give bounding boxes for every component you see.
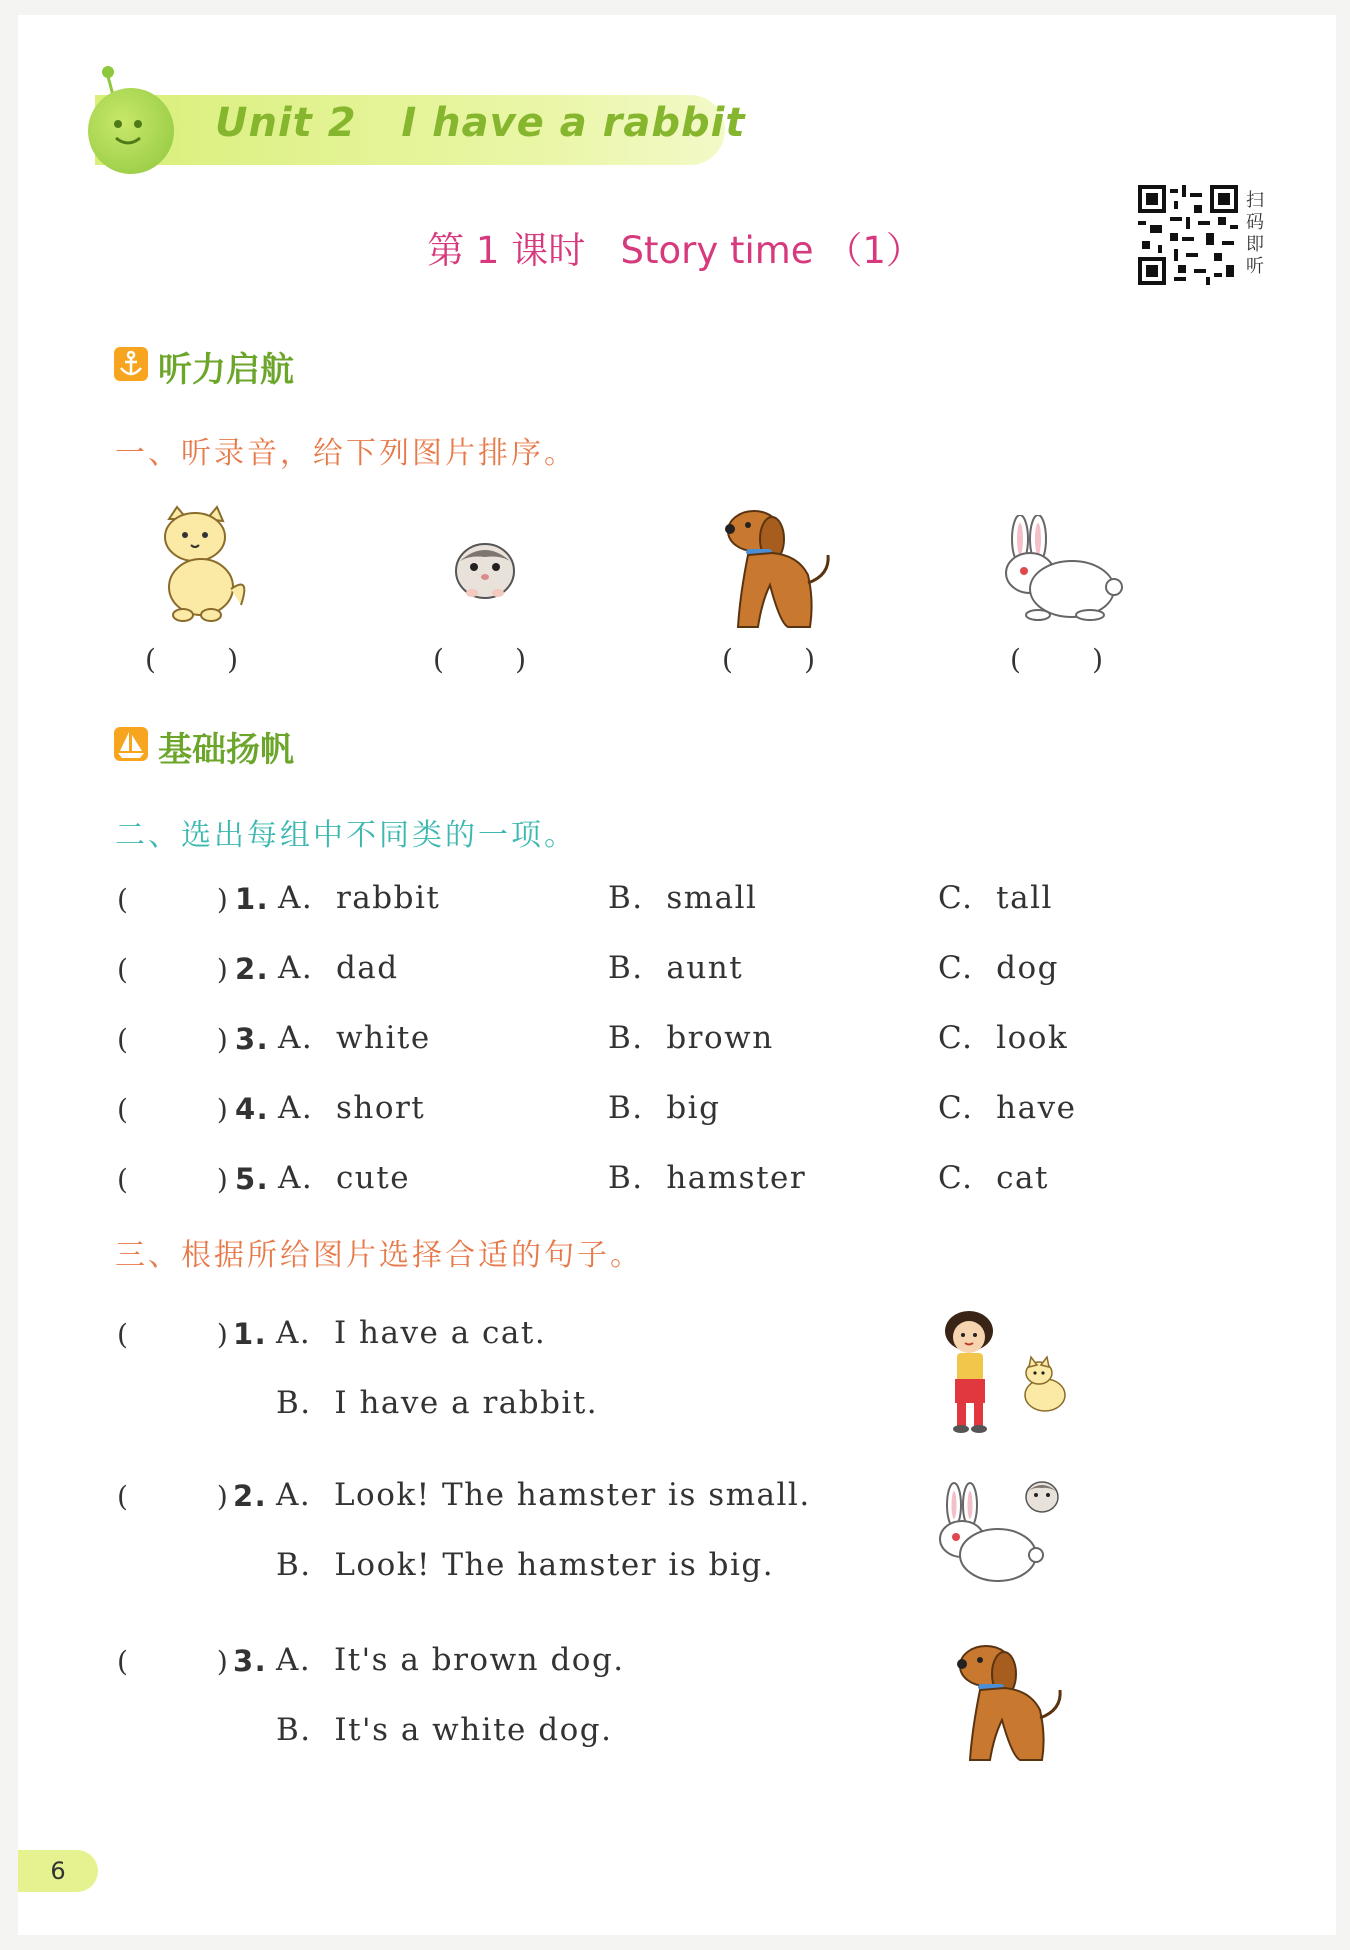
option-a: A. I have a cat. <box>276 1315 547 1351</box>
option-c: C. tall <box>938 880 1053 916</box>
question-3-title: 三、根据所给图片选择合适的句子。 <box>115 1238 643 1273</box>
answer-blank[interactable]: ( ) <box>117 1480 228 1513</box>
item-number: 1. <box>233 1317 268 1351</box>
answer-blank[interactable]: ( ) <box>117 953 228 986</box>
question-1-title: 一、听录音，给下列图片排序。 <box>115 436 577 471</box>
rabbit-picture <box>998 515 1126 625</box>
answer-blank-rabbit[interactable]: ( ) <box>1010 643 1104 676</box>
answer-blank-hamster[interactable]: ( ) <box>433 643 527 676</box>
item-number: 1. <box>235 882 270 916</box>
question-2-title: 二、选出每组中不同类的一项。 <box>115 818 577 853</box>
item-number: 5. <box>235 1162 270 1196</box>
rabbit-and-hamster-picture <box>932 1475 1072 1593</box>
option-c: C. cat <box>938 1160 1049 1196</box>
answer-blank-dog[interactable]: ( ) <box>722 643 816 676</box>
item-number: 4. <box>235 1092 270 1126</box>
section-heading-basics: 基础扬帆 <box>158 730 294 770</box>
smiley-ball-icon <box>88 88 174 174</box>
cat-picture <box>155 505 251 625</box>
option-a: A. It's a brown dog. <box>276 1642 625 1678</box>
option-a: A. rabbit <box>278 880 441 916</box>
answer-blank[interactable]: ( ) <box>117 883 228 916</box>
answer-blank[interactable]: ( ) <box>117 1163 228 1196</box>
option-b: B. It's a white dog. <box>276 1712 613 1748</box>
answer-blank[interactable]: ( ) <box>117 1023 228 1056</box>
girl-with-cat-picture <box>935 1305 1075 1435</box>
option-b: B. big <box>608 1090 721 1126</box>
brown-dog-picture <box>718 505 838 633</box>
unit-title: Unit 2 I have a rabbit <box>215 100 746 146</box>
option-a: A. Look! The hamster is small. <box>276 1477 811 1513</box>
lesson-title: 第 1 课时 Story time （1） <box>427 229 923 272</box>
option-b: B. aunt <box>608 950 744 986</box>
option-c: C. look <box>938 1020 1069 1056</box>
item-number: 3. <box>235 1022 270 1056</box>
option-b: B. small <box>608 880 758 916</box>
hamster-picture <box>450 535 520 605</box>
option-b: B. hamster <box>608 1160 807 1196</box>
sailboat-icon <box>114 727 148 761</box>
option-a: A. short <box>278 1090 426 1126</box>
option-c: C. dog <box>938 950 1060 986</box>
item-number: 3. <box>233 1644 268 1678</box>
answer-blank[interactable]: ( ) <box>117 1318 228 1351</box>
option-a: A. cute <box>278 1160 411 1196</box>
qr-scan-label: 扫码即听 <box>1246 190 1264 277</box>
option-b: B. Look! The hamster is big. <box>276 1547 775 1583</box>
qr-code-icon[interactable] <box>1138 185 1238 285</box>
answer-blank[interactable]: ( ) <box>117 1645 228 1678</box>
item-number: 2. <box>235 952 270 986</box>
option-b: B. I have a rabbit. <box>276 1385 599 1421</box>
option-c: C. have <box>938 1090 1077 1126</box>
section-heading-listening: 听力启航 <box>158 350 294 390</box>
page-number: 6 <box>18 1850 98 1892</box>
item-number: 2. <box>233 1479 268 1513</box>
antenna-dot-decoration <box>102 66 114 78</box>
option-a: A. white <box>278 1020 431 1056</box>
answer-blank[interactable]: ( ) <box>117 1093 228 1126</box>
anchor-icon <box>114 347 148 381</box>
answer-blank-cat[interactable]: ( ) <box>145 643 239 676</box>
option-b: B. brown <box>608 1020 774 1056</box>
option-a: A. dad <box>278 950 399 986</box>
brown-dog-picture-small <box>950 1640 1070 1766</box>
